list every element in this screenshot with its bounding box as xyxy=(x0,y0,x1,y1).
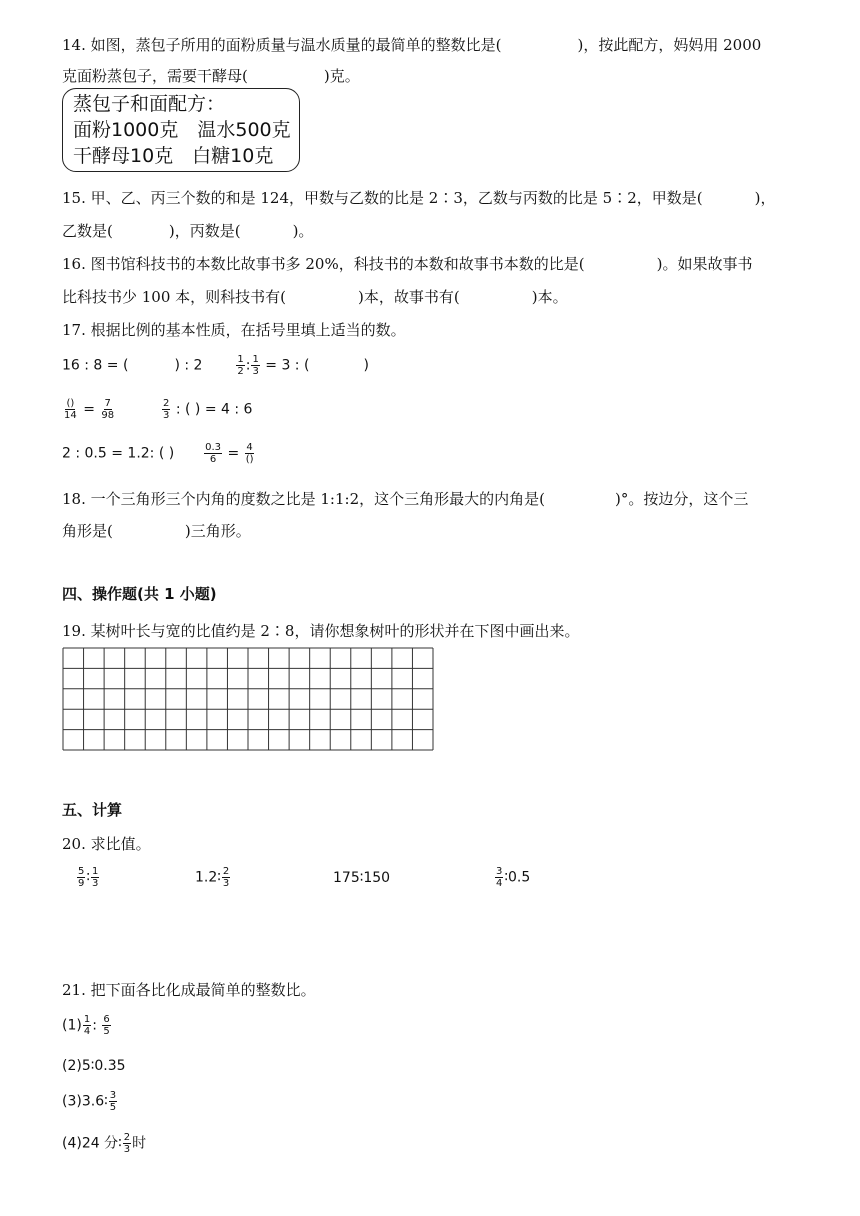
fraction: $\frac{6}{5}$ xyxy=(103,1014,110,1037)
q14-line2: 克面粉蒸包子，需要干酵母( )克。 xyxy=(62,67,360,85)
q15-line1: 15. 甲、乙、丙三个数的和是 124，甲数与乙数的比是 2∶3，乙数与丙数的比是 5∶2，甲数是( )， xyxy=(62,189,776,207)
fraction: $\frac{1}{2}$ xyxy=(237,354,244,377)
q17-row1: 16 : 8 = ( ) : 2 $\frac{1}{2}$ : $\frac{1}{3}$ = 3 : ( ) xyxy=(62,354,369,377)
section-4-heading: 四、操作题(共 1 小题) xyxy=(62,585,217,603)
q20-title: 20. 求比值。 xyxy=(62,835,151,853)
fraction: $\frac{7}{98}$ xyxy=(101,398,115,421)
q21-title: 21. 把下面各比化成最简单的整数比。 xyxy=(62,981,316,999)
q14-line1: 14. 如图，蒸包子所用的面粉质量与温水质量的最简单的整数比是( )，按此配方，妈妈用 2000 xyxy=(62,36,762,54)
q16-line1: 16. 图书馆科技书的本数比故事书多 20%，科技书的本数和故事书本数的比是( )。如果故事书 xyxy=(62,255,753,273)
q20-item-d: $\frac{3}{4}$ ∶0.5 xyxy=(496,866,531,889)
q21-part-2: (2)5∶0.35 xyxy=(62,1058,126,1074)
q16-line2: 比科技书少 100 本，则科技书有( )本，故事书有( )本。 xyxy=(62,288,568,306)
q21-part-1: (1) $\frac{1}{4}$ : $\frac{6}{5}$ xyxy=(62,1014,110,1037)
fraction[interactable]: $\frac{()}{14}$ xyxy=(64,398,77,421)
q20-item-b: 1.2∶ $\frac{2}{3}$ xyxy=(195,866,230,889)
fraction[interactable]: $\frac{4}{()}$ xyxy=(245,442,254,465)
fraction: $\frac{1}{3}$ xyxy=(252,354,259,377)
q18-line2: 角形是( )三角形。 xyxy=(62,522,251,540)
q17-row2: $\frac{()}{14}$ = $\frac{7}{98}$ $\frac{2}{3}$ : ( ) = 4 : 6 xyxy=(64,398,253,421)
recipe-box xyxy=(62,88,300,172)
q21-part-3: (3)3.6∶ $\frac{3}{5}$ xyxy=(62,1090,117,1113)
fraction: $\frac{5}{9}$ xyxy=(78,866,85,889)
fraction: $\frac{0.3}{6}$ xyxy=(205,442,222,465)
q15-line2: 乙数是( )，丙数是( )。 xyxy=(62,222,314,240)
q18-line1: 18. 一个三角形三个内角的度数之比是 1:1:2，这个三角形最大的内角是( )°。按边分，这个三 xyxy=(62,490,749,508)
fraction: $\frac{1}{4}$ xyxy=(83,1014,91,1037)
fraction: $\frac{1}{3}$ xyxy=(92,866,99,889)
recipe-title: 蒸包子和面配方： xyxy=(73,93,226,115)
drawing-grid[interactable] xyxy=(62,647,434,755)
q19-text: 19. 某树叶长与宽的比值约是 2∶8，请你想象树叶的形状并在下图中画出来。 xyxy=(62,622,580,640)
q17-blank-4[interactable]: 2 : 0.5 = 1.2: ( ) xyxy=(62,445,175,462)
recipe-row-2: 干酵母10克 白糖10克 xyxy=(73,145,274,167)
fraction: $\frac{3}{4}$ xyxy=(496,866,503,889)
section-5-heading: 五、计算 xyxy=(62,801,123,819)
q20-item-a: $\frac{5}{9}$ ∶ $\frac{1}{3}$ xyxy=(78,866,99,889)
q20-item-c: 175∶150 xyxy=(333,870,391,886)
recipe-row-1: 面粉1000克 温水500克 xyxy=(73,119,291,141)
fraction: $\frac{2}{3}$ xyxy=(163,398,170,421)
fraction: $\frac{3}{5}$ xyxy=(109,1090,117,1113)
q17-row3: 2 : 0.5 = 1.2: ( ) $\frac{0.3}{6}$ = $\frac{4}{()}$ xyxy=(62,442,254,465)
grid-svg[interactable] xyxy=(62,647,434,751)
q21-part-4: (4)24 分∶ $\frac{2}{3}$ 时 xyxy=(62,1132,147,1155)
q17-blank-3[interactable]: : ( ) = 4 : 6 xyxy=(175,401,253,418)
fraction: $\frac{2}{3}$ xyxy=(222,866,230,889)
fraction: $\frac{2}{3}$ xyxy=(123,1132,131,1155)
q17-title: 17. 根据比例的基本性质，在括号里填上适当的数。 xyxy=(62,321,406,339)
